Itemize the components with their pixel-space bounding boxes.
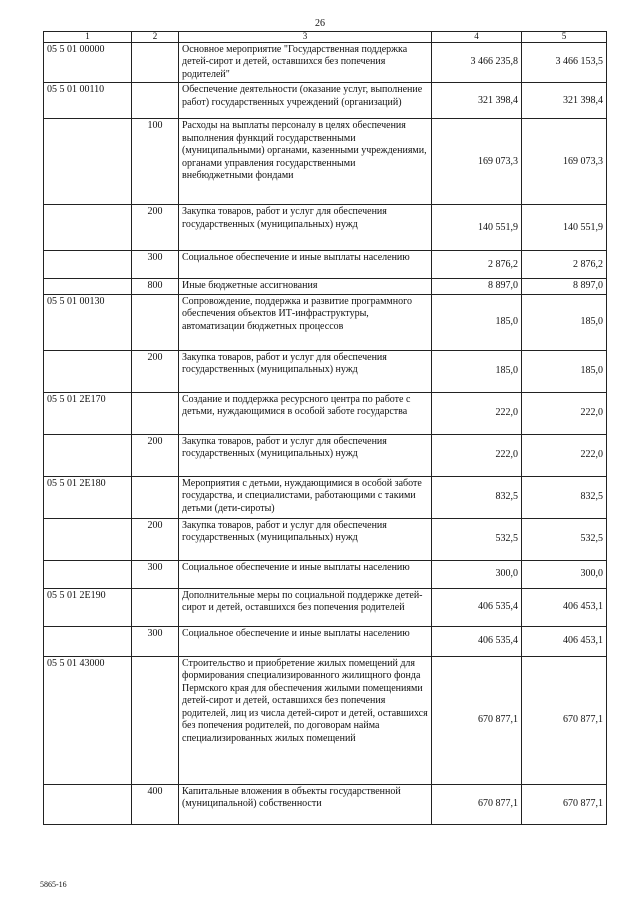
table-body — [44, 42, 607, 824]
amount-2017-cell: 321 398,4 — [432, 83, 522, 119]
header-cell: 2 — [132, 32, 179, 43]
name-cell: Основное мероприятие "Государственная поддержка детей-сирот и детей, оставшихся без попечения родителей" — [179, 42, 432, 83]
code-cell: 05 5 01 2Е170 — [44, 392, 132, 434]
amount-2018-cell: 185,0 — [522, 350, 607, 392]
expense-type-cell — [132, 588, 179, 626]
code-cell — [44, 518, 132, 560]
header-cell: 1 — [44, 32, 132, 43]
name-cell: Обеспечение деятельности (оказание услуг, выполнение работ) государственных учреждений (организаций) — [179, 83, 432, 119]
amount-2017-cell: 185,0 — [432, 350, 522, 392]
name-cell: Закупка товаров, работ и услуг для обеспечения государственных (муниципальных) нужд — [179, 518, 432, 560]
table-row — [44, 350, 607, 392]
table-row — [44, 518, 607, 560]
amount-2017-cell: 3 466 235,8 — [432, 42, 522, 83]
code-cell — [44, 205, 132, 251]
amount-2018-cell: 532,5 — [522, 518, 607, 560]
name-cell: Дополнительные меры по социальной поддержке детей-сирот и детей, оставшихся без попечения родителей — [179, 588, 432, 626]
code-cell: 05 5 01 00000 — [44, 42, 132, 83]
amount-2018-cell: 222,0 — [522, 392, 607, 434]
expense-type-cell — [132, 656, 179, 784]
code-cell: 05 5 01 00110 — [44, 83, 132, 119]
name-cell: Закупка товаров, работ и услуг для обеспечения государственных (муниципальных) нужд — [179, 350, 432, 392]
header-cell: 3 — [179, 32, 432, 43]
expense-type-cell: 100 — [132, 119, 179, 205]
amount-2018-cell: 185,0 — [522, 294, 607, 350]
expense-type-cell — [132, 392, 179, 434]
table-row — [44, 205, 607, 251]
amount-2018-cell: 300,0 — [522, 560, 607, 588]
code-cell: 05 5 01 2Е190 — [44, 588, 132, 626]
amount-2017-cell: 670 877,1 — [432, 784, 522, 824]
amount-2017-cell: 8 897,0 — [432, 279, 522, 295]
amount-2018-cell: 321 398,4 — [522, 83, 607, 119]
amount-2017-cell: 222,0 — [432, 392, 522, 434]
amount-2017-cell: 670 877,1 — [432, 656, 522, 784]
expense-type-cell — [132, 83, 179, 119]
amount-2017-cell: 406 535,4 — [432, 626, 522, 656]
name-cell: Создание и поддержка ресурсного центра по работе с детьми, нуждающимися в особой заботе государства — [179, 392, 432, 434]
table-row — [44, 476, 607, 518]
table-row — [44, 588, 607, 626]
amount-2017-cell: 832,5 — [432, 476, 522, 518]
name-cell: Сопровождение, поддержка и развитие программного обеспечения объектов ИТ-инфраструктуры, автоматизации бюджетных процессов — [179, 294, 432, 350]
amount-2018-cell: 140 551,9 — [522, 205, 607, 251]
amount-2017-cell: 140 551,9 — [432, 205, 522, 251]
expense-type-cell: 300 — [132, 560, 179, 588]
expense-type-cell: 300 — [132, 251, 179, 279]
table-row — [44, 279, 607, 295]
header-cell: 4 — [432, 32, 522, 43]
table-row — [44, 83, 607, 119]
header-row — [44, 32, 607, 43]
expense-type-cell: 200 — [132, 350, 179, 392]
amount-2018-cell: 222,0 — [522, 434, 607, 476]
name-cell: Иные бюджетные ассигнования — [179, 279, 432, 295]
amount-2018-cell: 670 877,1 — [522, 784, 607, 824]
expense-type-cell: 200 — [132, 434, 179, 476]
code-cell: 05 5 01 2Е180 — [44, 476, 132, 518]
amount-2018-cell: 3 466 153,5 — [522, 42, 607, 83]
table-row — [44, 251, 607, 279]
table-row — [44, 42, 607, 83]
amount-2018-cell: 406 453,1 — [522, 626, 607, 656]
name-cell: Социальное обеспечение и иные выплаты населению — [179, 626, 432, 656]
amount-2018-cell: 2 876,2 — [522, 251, 607, 279]
code-cell — [44, 626, 132, 656]
expense-type-cell: 200 — [132, 518, 179, 560]
code-cell — [44, 560, 132, 588]
name-cell: Мероприятия с детьми, нуждающимися в особой заботе государства, и специалистами, работающими с такими детьми (дети-сироты) — [179, 476, 432, 518]
amount-2017-cell: 406 535,4 — [432, 588, 522, 626]
code-cell — [44, 434, 132, 476]
amount-2018-cell: 8 897,0 — [522, 279, 607, 295]
name-cell: Строительство и приобретение жилых помещений для формирования специализированного жилищного фонда Пермского края для обеспечения жилыми помещениями детей-сирот и детей, оставшихся без попечения родителей, лиц из числа детей-сирот и детей, оставшихся без попечения родителей, по договорам найма специализированных жилых помещений — [179, 656, 432, 784]
amount-2018-cell: 670 877,1 — [522, 656, 607, 784]
expense-type-cell: 200 — [132, 205, 179, 251]
code-cell — [44, 119, 132, 205]
table-row — [44, 294, 607, 350]
table-row — [44, 119, 607, 205]
name-cell: Капитальные вложения в объекты государственной (муниципальной) собственности — [179, 784, 432, 824]
code-cell — [44, 251, 132, 279]
table-row — [44, 434, 607, 476]
expense-type-cell: 400 — [132, 784, 179, 824]
expense-type-cell — [132, 476, 179, 518]
page-number: 26 — [315, 18, 325, 29]
expense-type-cell — [132, 42, 179, 83]
code-cell: 05 5 01 00130 — [44, 294, 132, 350]
name-cell: Закупка товаров, работ и услуг для обеспечения государственных (муниципальных) нужд — [179, 434, 432, 476]
code-cell — [44, 279, 132, 295]
table-row — [44, 392, 607, 434]
expense-type-cell: 800 — [132, 279, 179, 295]
name-cell: Расходы на выплаты персоналу в целях обеспечения выполнения функций государственными (муниципальными) органами, казенными учреждениями, органами управления государственными внебюджетными фондами — [179, 119, 432, 205]
amount-2018-cell: 832,5 — [522, 476, 607, 518]
table-row — [44, 626, 607, 656]
expense-type-cell — [132, 294, 179, 350]
amount-2017-cell: 2 876,2 — [432, 251, 522, 279]
expense-type-cell: 300 — [132, 626, 179, 656]
table-row — [44, 656, 607, 784]
name-cell: Закупка товаров, работ и услуг для обеспечения государственных (муниципальных) нужд — [179, 205, 432, 251]
amount-2017-cell: 300,0 — [432, 560, 522, 588]
code-cell — [44, 350, 132, 392]
amount-2018-cell: 406 453,1 — [522, 588, 607, 626]
table-row — [44, 784, 607, 824]
document-code: 5865-16 — [40, 880, 67, 889]
amount-2017-cell: 532,5 — [432, 518, 522, 560]
amount-2017-cell: 169 073,3 — [432, 119, 522, 205]
amount-2017-cell: 185,0 — [432, 294, 522, 350]
name-cell: Социальное обеспечение и иные выплаты населению — [179, 251, 432, 279]
amount-2017-cell: 222,0 — [432, 434, 522, 476]
code-cell — [44, 784, 132, 824]
table-row — [44, 560, 607, 588]
header-cell: 5 — [522, 32, 607, 43]
budget-table — [43, 31, 607, 825]
code-cell: 05 5 01 43000 — [44, 656, 132, 784]
name-cell: Социальное обеспечение и иные выплаты населению — [179, 560, 432, 588]
amount-2018-cell: 169 073,3 — [522, 119, 607, 205]
